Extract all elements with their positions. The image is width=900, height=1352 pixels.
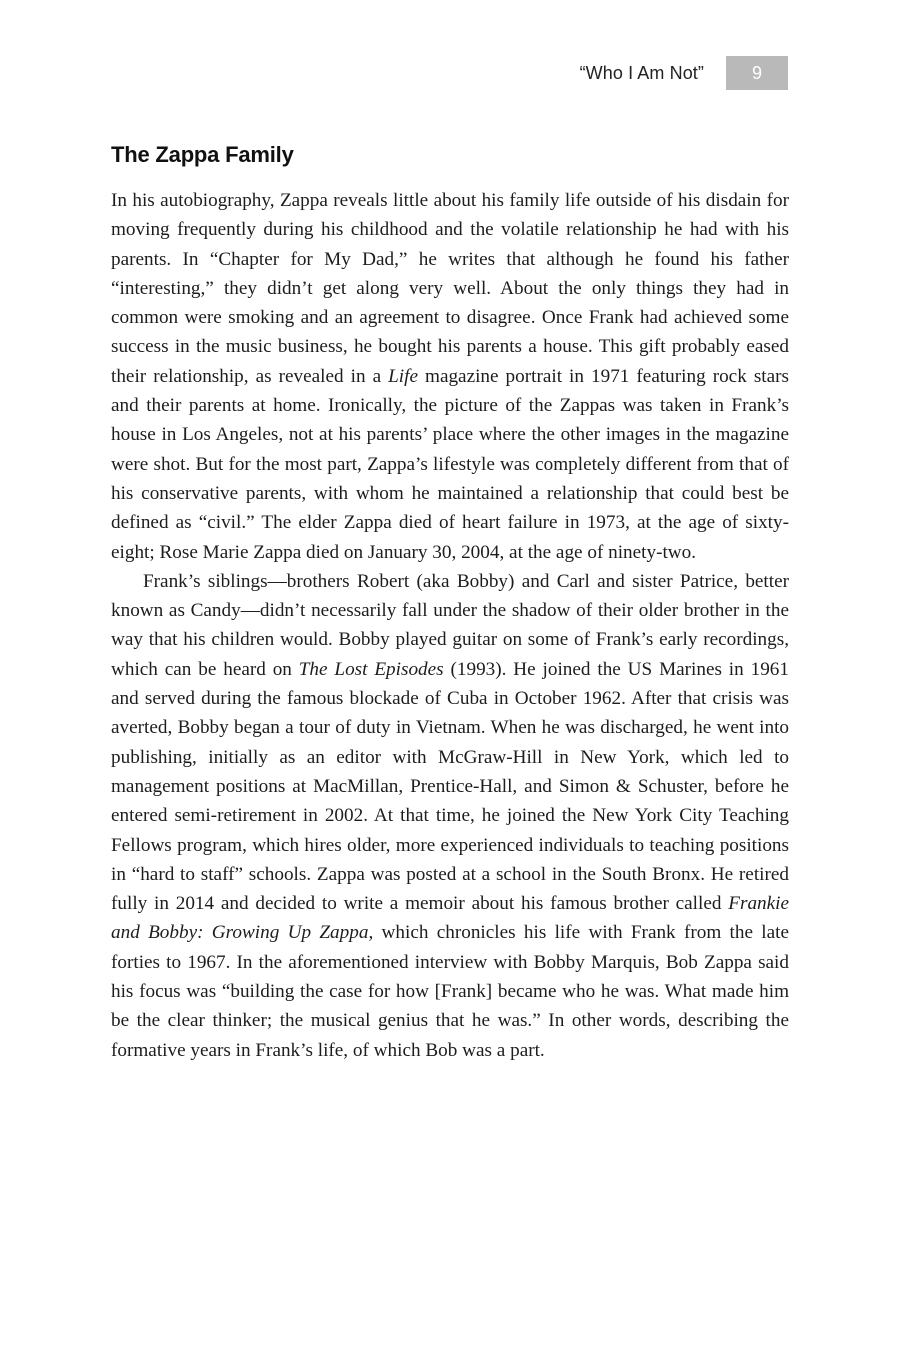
paragraph-2-text-c: , which chronicles his life with Frank from the late forties to 1967. In the aforementioned interview with Bobby Marquis, Bob Zappa said his focus was “building the case for how [Frank] became who he was. What made him be the clear thinker; the musical genius that he was.” In other words, describing the formative years in Frank’s life, of which Bob was a part.	[111, 922, 789, 1061]
paragraph-2-text-a: Frank’s siblings—brothers Robert (aka Bobby) and Carl and sister Patrice, better known as Candy—didn’t necessarily fall under the shadow of their older brother in the way that his children would. Bobby played guitar on some of Frank’s early recordings, which can be heard on	[111, 570, 789, 680]
page-number: 9	[726, 56, 788, 90]
body-text	[111, 186, 789, 1065]
paragraph-1	[111, 186, 789, 567]
memoir-title: Frankie and Bobby: Growing Up Zappa	[111, 893, 789, 944]
section-heading: The Zappa Family	[111, 142, 294, 167]
paragraph-2-text-b: (1993). He joined the US Marines in 1961 and served during the famous blockade of Cuba in October 1962. After that crisis was averted, Bobby began a tour of duty in Vietnam. When he was discharged, he went into publishing, initially as an editor with McGraw-Hill in New York, which led to management positions at MacMillan, Prentice-Hall, and Simon & Schuster, before he entered semi-retirement in 2002. At that time, he joined the New York City Teaching Fellows program, which hires older, more experienced individuals to teaching positions in “hard to staff” schools. Zappa was posted at a school in the South Bronx. He retired fully in 2014 and decided to write a memoir about his famous brother called	[111, 658, 789, 915]
running-head	[580, 56, 788, 90]
lost-episodes-title: The Lost Episodes	[298, 658, 444, 680]
life-magazine-title: Life	[388, 365, 418, 387]
paragraph-2	[111, 567, 789, 1065]
running-title: “Who I Am Not”	[579, 62, 704, 83]
paragraph-1-text-b: magazine portrait in 1971 featuring rock stars and their parents at home. Ironically, the picture of the Zappas was taken in Frank’s house in Los Angeles, not at his parents’ place where the other images in the magazine were shot. But for the most part, Zappa’s lifestyle was completely different from that of his conservative parents, with whom he maintained a relationship that could best be defined as “civil.” The elder Zappa died of heart failure in 1973, at the age of sixty-eight; Rose Marie Zappa died on January 30, 2004, at the age of ninety-two.	[111, 365, 789, 563]
paragraph-1-text-a: In his autobiography, Zappa reveals little about his family life outside of his disdain for moving frequently during his childhood and the volatile relationship he had with his parents. In “Chapter for My Dad,” he writes that although he found his father “interesting,” they didn’t get along very well. About the only things they had in common were smoking and an agreement to disagree. Once Frank had achieved some success in the music business, he bought his parents a house. This gift probably eased their relationship, as revealed in a	[111, 190, 789, 387]
